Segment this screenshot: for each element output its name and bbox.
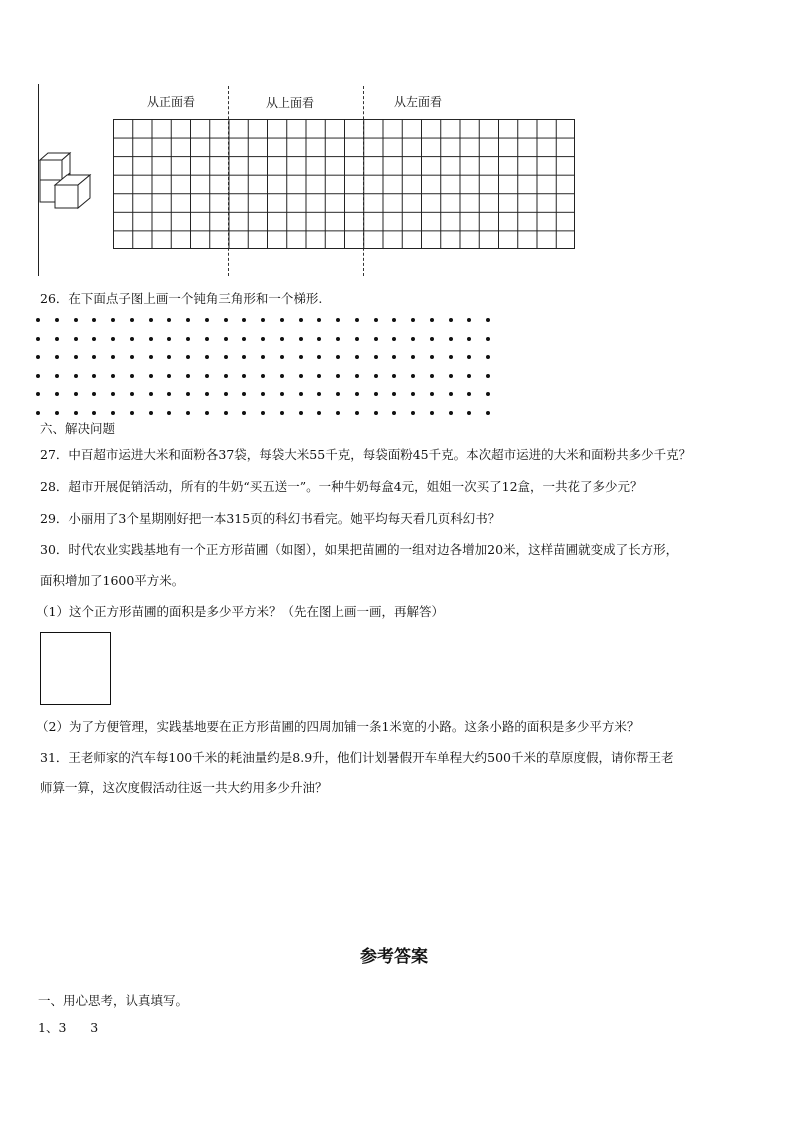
- dot: [149, 355, 153, 359]
- dot: [74, 355, 78, 359]
- dot: [186, 411, 190, 415]
- dot: [336, 374, 340, 378]
- dot: [299, 355, 303, 359]
- dot: [355, 392, 359, 396]
- dot: [111, 318, 115, 322]
- dot: [149, 392, 153, 396]
- dot: [167, 337, 171, 341]
- dot: [467, 411, 471, 415]
- dot: [36, 392, 40, 396]
- dot: [186, 374, 190, 378]
- dot: [486, 318, 490, 322]
- dot: [355, 337, 359, 341]
- dot: [224, 355, 228, 359]
- dot: [374, 411, 378, 415]
- question-29: 29．小丽用了3个星期刚好把一本315页的科幻书看完。她平均每天看几页科幻书？: [40, 511, 501, 526]
- dot: [355, 318, 359, 322]
- dot: [92, 392, 96, 396]
- dot: [167, 374, 171, 378]
- dot: [280, 318, 284, 322]
- dot: [449, 337, 453, 341]
- dot: [224, 392, 228, 396]
- dot: [186, 337, 190, 341]
- dot: [224, 374, 228, 378]
- dot: [336, 337, 340, 341]
- dot: [92, 374, 96, 378]
- dot: [130, 374, 134, 378]
- dot: [430, 392, 434, 396]
- dot: [130, 337, 134, 341]
- dot: [336, 392, 340, 396]
- dot: [336, 411, 340, 415]
- dot: [167, 318, 171, 322]
- dot: [167, 411, 171, 415]
- dot: [317, 318, 321, 322]
- answers-section-1: 一、用心思考，认真填写。: [38, 993, 189, 1008]
- dot: [392, 355, 396, 359]
- dot: [280, 337, 284, 341]
- dot: [167, 355, 171, 359]
- dot: [449, 374, 453, 378]
- dot: [280, 411, 284, 415]
- dot: [449, 411, 453, 415]
- dot: [299, 374, 303, 378]
- dot: [149, 318, 153, 322]
- dot: [374, 392, 378, 396]
- dot: [186, 318, 190, 322]
- question-26: 26．在下面点子图上画一个钝角三角形和一个梯形.: [40, 291, 323, 306]
- dot: [149, 337, 153, 341]
- dot: [317, 392, 321, 396]
- dot: [467, 392, 471, 396]
- dot: [430, 337, 434, 341]
- dot: [486, 374, 490, 378]
- dot: [242, 374, 246, 378]
- dot: [336, 355, 340, 359]
- dot: [486, 392, 490, 396]
- dot: [430, 411, 434, 415]
- dot: [317, 374, 321, 378]
- dot: [92, 355, 96, 359]
- dot: [411, 355, 415, 359]
- dot: [186, 355, 190, 359]
- dot: [317, 337, 321, 341]
- dot: [299, 337, 303, 341]
- dot: [149, 411, 153, 415]
- dot: [205, 392, 209, 396]
- dot: [449, 355, 453, 359]
- dot: [374, 374, 378, 378]
- dot: [486, 355, 490, 359]
- dot: [92, 318, 96, 322]
- dot: [411, 392, 415, 396]
- dot: [392, 392, 396, 396]
- dot: [317, 355, 321, 359]
- dot: [55, 392, 59, 396]
- dot: [130, 392, 134, 396]
- dot: [111, 374, 115, 378]
- dot: [111, 337, 115, 341]
- dot: [205, 411, 209, 415]
- dot: [111, 411, 115, 415]
- view-drawing-grid: [113, 119, 575, 249]
- dot: [261, 337, 265, 341]
- dot: [74, 318, 78, 322]
- dot: [205, 318, 209, 322]
- dot: [242, 392, 246, 396]
- dot: [74, 392, 78, 396]
- dot: [430, 355, 434, 359]
- dot: [74, 374, 78, 378]
- dot: [392, 337, 396, 341]
- section-6-title: 六、解决问题: [40, 421, 116, 436]
- dot: [242, 337, 246, 341]
- dot: [392, 374, 396, 378]
- dot: [467, 374, 471, 378]
- cube-stack-figure: [38, 150, 98, 212]
- dot: [55, 318, 59, 322]
- dot: [111, 355, 115, 359]
- dot: [374, 355, 378, 359]
- dot: [130, 355, 134, 359]
- dot: [36, 355, 40, 359]
- dot: [467, 318, 471, 322]
- dot: [36, 337, 40, 341]
- dot: [449, 392, 453, 396]
- question-30-line2: 面积增加了1600平方米。: [40, 573, 185, 588]
- top-view-label: 从上面看: [266, 96, 315, 110]
- dot: [374, 318, 378, 322]
- dot: [355, 411, 359, 415]
- dot: [392, 318, 396, 322]
- dot: [299, 392, 303, 396]
- dot: [411, 337, 415, 341]
- left-view-label: 从左面看: [394, 95, 443, 109]
- dot: [261, 392, 265, 396]
- question-31-line2: 师算一算，这次度假活动往返一共大约用多少升油？: [40, 780, 328, 795]
- dot: [430, 374, 434, 378]
- dot: [261, 318, 265, 322]
- dot: [224, 337, 228, 341]
- dot: [317, 411, 321, 415]
- dot: [205, 337, 209, 341]
- dot: [374, 337, 378, 341]
- question-30-line1: 30．时代农业实践基地有一个正方形苗圃（如图），如果把苗圃的一组对边各增加20米，这样苗圃就变成了长方形，: [40, 542, 679, 557]
- dot: [149, 374, 153, 378]
- dot: [36, 374, 40, 378]
- dot: [36, 411, 40, 415]
- dot: [261, 374, 265, 378]
- dot: [130, 411, 134, 415]
- dot: [392, 411, 396, 415]
- dot: [411, 374, 415, 378]
- dot: [55, 374, 59, 378]
- dot: [111, 392, 115, 396]
- dot: [242, 411, 246, 415]
- dot: [186, 392, 190, 396]
- answers-title: 参考答案: [360, 947, 428, 967]
- dot: [486, 411, 490, 415]
- dot: [92, 337, 96, 341]
- dot: [355, 374, 359, 378]
- dot: [430, 318, 434, 322]
- dot: [411, 411, 415, 415]
- answer-1: 1、3 3: [38, 1020, 99, 1035]
- dot: [224, 411, 228, 415]
- dot: [411, 318, 415, 322]
- dot: [299, 318, 303, 322]
- dot: [130, 318, 134, 322]
- dot: [280, 355, 284, 359]
- square-nursery-figure: [40, 632, 111, 705]
- dot: [242, 318, 246, 322]
- dot: [280, 374, 284, 378]
- dot: [205, 374, 209, 378]
- dot: [224, 318, 228, 322]
- question-30-part2: （2）为了方便管理，实践基地要在正方形苗圃的四周加铺一条1米宽的小路。这条小路的面积是多少平方米？: [36, 719, 640, 734]
- dot: [261, 355, 265, 359]
- dot: [167, 392, 171, 396]
- dot: [242, 355, 246, 359]
- question-28: 28．超市开展促销活动，所有的牛奶“买五送一”。一种牛奶每盒4元，姐姐一次买了12盒，一共花了多少元？: [40, 479, 643, 494]
- dot: [205, 355, 209, 359]
- question-31-line1: 31．王老师家的汽车每100千米的耗油量约是8.9升，他们计划暑假开车单程大约500千米的草原度假，请你帮王老: [40, 750, 674, 765]
- dot: [261, 411, 265, 415]
- dot: [467, 337, 471, 341]
- front-view-label: 从正面看: [147, 95, 196, 109]
- dot: [355, 355, 359, 359]
- dot: [74, 411, 78, 415]
- dot: [55, 337, 59, 341]
- dot: [55, 411, 59, 415]
- dot: [92, 411, 96, 415]
- dot: [299, 411, 303, 415]
- dot: [55, 355, 59, 359]
- dot: [486, 337, 490, 341]
- question-30-part1: （1）这个正方形苗圃的面积是多少平方米？（先在图上画一画，再解答）: [36, 604, 444, 619]
- question-27: 27．中百超市运进大米和面粉各37袋，每袋大米55千克，每袋面粉45千克。本次超市运进的大米和面粉共多少千克？: [40, 447, 692, 462]
- dot: [467, 355, 471, 359]
- dot: [74, 337, 78, 341]
- dot: [280, 392, 284, 396]
- dot: [336, 318, 340, 322]
- dot: [36, 318, 40, 322]
- dot: [449, 318, 453, 322]
